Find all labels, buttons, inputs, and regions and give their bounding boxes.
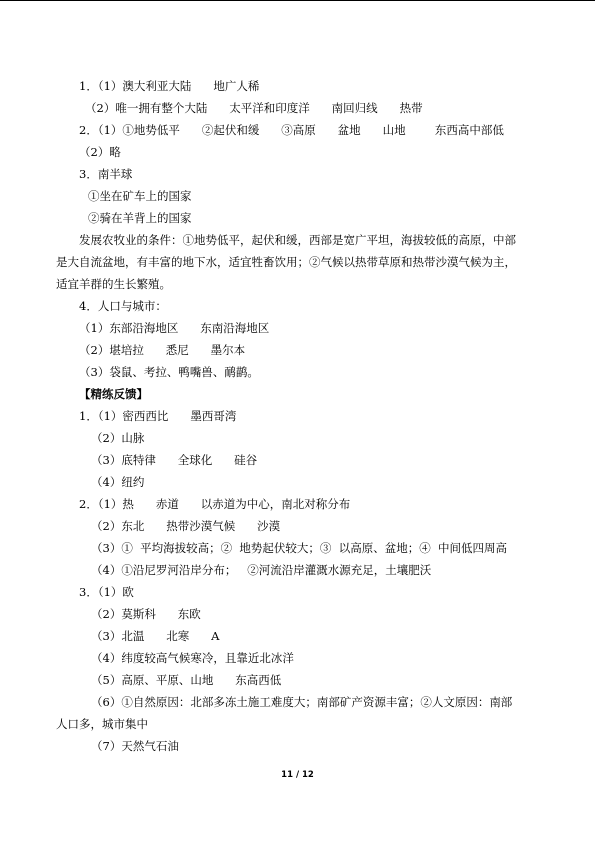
- answer-line: 1．（1）澳大利亚大陆 地广人稀: [79, 79, 260, 93]
- page-number: 11 / 12: [281, 770, 314, 780]
- answer-line: ①坐在矿车上的国家: [88, 189, 192, 203]
- section-heading: 【精练反馈】: [79, 387, 148, 401]
- answer-line: 3．南半球: [79, 167, 133, 181]
- answer-line: （4）①沿尼罗河沿岸分布； ②河流沿岸灌溉水源充足，土壤肥沃: [91, 563, 432, 577]
- paragraph-line: 发展农牧业的条件：①地势低平，起伏和缓，西部是宽广平坦，海拔较低的高原，中部: [79, 233, 516, 247]
- answer-line: （1）东部沿海地区 东南沿海地区: [79, 321, 270, 335]
- answer-line: ②骑在羊背上的国家: [88, 211, 192, 225]
- answer-line: （4）纽约: [91, 475, 145, 489]
- answer-line: （2）东北 热带沙漠气候 沙漠: [91, 519, 281, 533]
- paragraph-line: 适宜羊群的生长繁殖。: [56, 277, 171, 291]
- answer-line: （2）堪培拉 悉尼 墨尔本: [79, 343, 246, 357]
- answer-line: （2）莫斯科 东欧: [91, 607, 201, 621]
- answer-line: （7）天然气石油: [91, 739, 179, 753]
- answer-line: （3）袋鼠、考拉、鸭嘴兽、鸸鹋。: [79, 365, 259, 379]
- answer-line: （5）高原、平原、山地 东高西低: [91, 673, 282, 687]
- answer-line: 人口多，城市集中: [56, 717, 148, 731]
- answer-line: （3）① 平均海拔较高；② 地势起伏较大；③ 以高原、盆地；④ 中间低四周高: [91, 541, 508, 555]
- paragraph-line: 是大自流盆地，有丰富的地下水，适宜牲畜饮用；②气候以热带草原和热带沙漠气候为主，: [56, 255, 516, 269]
- answer-line: （6）①自然原因：北部多冻土施工难度大；南部矿产资源丰富；②人文原因：南部: [91, 695, 513, 709]
- answer-line: 4．人口与城市：: [79, 299, 167, 313]
- answer-line: （2）略: [79, 145, 121, 159]
- answer-line: 1．（1）密西西比 墨西哥湾: [79, 409, 237, 423]
- answer-line: （4）纬度较高气候寒冷，且靠近北冰洋: [91, 651, 294, 665]
- answer-line: 3．（1）欧: [79, 585, 134, 599]
- answer-line: （3）底特律 全球化 硅谷: [91, 453, 258, 467]
- answer-line: 2．（1）①地势低平 ②起伏和缓 ③高原 盆地 山地 东西高中部低: [79, 123, 504, 137]
- answer-line: （2）唯一拥有整个大陆 太平洋和印度洋 南回归线 热带: [85, 101, 423, 115]
- answer-line: 2．（1）热 赤道 以赤道为中心，南北对称分布: [79, 497, 351, 511]
- answer-line: （3）北温 北寒 A: [91, 629, 220, 643]
- answer-line: （2）山脉: [91, 431, 145, 445]
